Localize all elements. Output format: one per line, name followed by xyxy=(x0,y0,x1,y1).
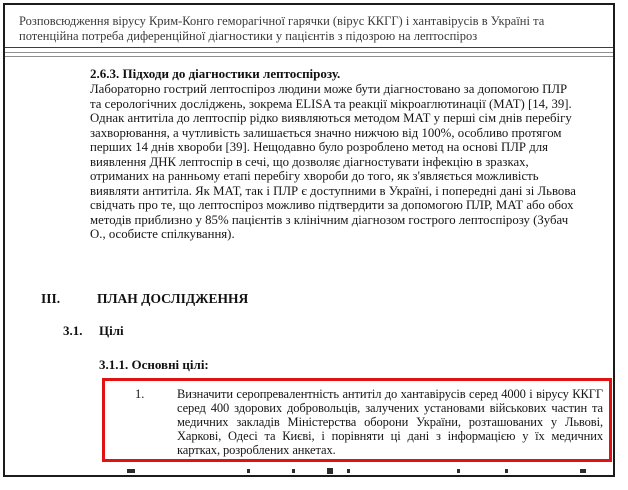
header-underline xyxy=(5,47,613,48)
section-3-1-heading xyxy=(63,323,124,339)
section-2-6-3-heading: 2.6.3. Підходи до діагностики лептоспірозу. xyxy=(90,66,341,81)
header-title-line1: Розповсюдження вірусу Крим-Конго геморагічної гарячки (вірус ККГГ) і хантавірусів в Україні та xyxy=(19,14,545,28)
section-2-6-3 xyxy=(90,66,577,242)
section-3-title: ПЛАН ДОСЛІДЖЕННЯ xyxy=(97,291,249,306)
document-frame xyxy=(3,3,615,477)
objective-1-row xyxy=(105,381,609,457)
section-3-1-1-heading: 3.1.1. Основні цілі: xyxy=(99,357,209,372)
section-3-number: III. xyxy=(41,291,61,306)
header-title-line2: потенційна потреба диференційної діагностики у пацієнтів з підозрою на лептоспіроз xyxy=(19,29,478,43)
section-3-heading xyxy=(41,291,248,307)
section-3-1-number: 3.1. xyxy=(63,323,83,338)
objective-1-number: 1. xyxy=(135,387,145,401)
section-2-6-3-paragraph: Лабораторно гострий лептоспіроз людини може бути діагностовано за допомогою ПЛР та серологічних досліджень, зокрема ELISA та реакції мікроаглютинації (МАТ) [14, 39]. Однак антитіла до лептоспір рідко виявляються методом МАТ у перші сім днів перебігу захворювання, а чутливість залишається значно нижчою від 100%, особливо протягом перших 14 днів хвороби [39]. Нещодавно було розроблено метод на основі ПЛР для виявлення ДНК лептоспір в сечі, що дозволяє діагностувати інфекцію в зразках, отриманих на ранньому етапі перебігу хвороби до того, як з'являється можливість виявляти антитіла. Як МАТ, так і ПЛР є доступними в Україні, і попередні дані зі Львова свідчать про те, що лептоспіроз можливо підтвердити за допомогою ПЛР, МАТ або обох методів приблизно у 85% пацієнтів з клінічним діагнозом гострого лептоспірозу (Зубач О., особисте спілкування). xyxy=(90,82,576,241)
clipped-text-remnants xyxy=(5,467,613,474)
header-separator-double-rule xyxy=(5,52,613,57)
section-3-1-title: Цілі xyxy=(99,323,124,338)
highlight-box xyxy=(102,378,612,462)
objective-1-text: Визначити серопревалентність антитіл до хантавірусів серед 4000 і вірусу ККГГ серед 400 здорових добровольців, залучених установами військових частин та медичних закладів Міністерства оборони України, розташованих у Львові, Харкові, Одесі та Києві, і порівняти ці дані з інформацією у їх медичних картках, розроблених анкетах. xyxy=(177,387,603,457)
